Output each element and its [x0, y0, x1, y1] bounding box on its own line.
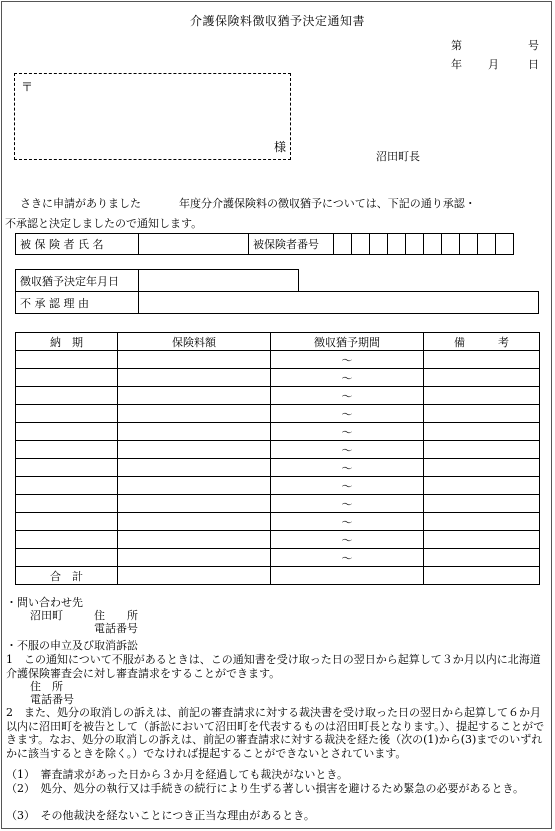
premium-cell [118, 477, 271, 495]
document-title: 介護保険料徴収猶予決定通知書 [189, 14, 365, 28]
payment-row [16, 387, 540, 405]
deferral-period-cell: ～ [271, 369, 424, 387]
intro-text-b: 年度分介護保険料の徴収猶予については、下記の通り承認・ [179, 197, 476, 210]
objection-item1-address: 住 所 [30, 680, 63, 693]
rejection-reason-label: 不 承 認 理 由 [16, 292, 139, 314]
remarks-cell [424, 477, 540, 495]
insured-number-digit [424, 234, 442, 255]
insured-number-digit [460, 234, 478, 255]
payment-row [16, 495, 540, 513]
total-label-cell: 合 計 [16, 567, 118, 585]
issuer-name: 沼田町長 [376, 150, 420, 163]
remarks-cell [424, 423, 540, 441]
premium-cell [118, 459, 271, 477]
insured-name-field [139, 234, 249, 255]
objection-item-1: 1 この通知について不服があるときは、この通知書を受け取った日の翌日から起算して３か月以内に北海道介護保険審査会に対し審査請求をすることができます。 [6, 653, 541, 680]
due-date-cell [16, 459, 118, 477]
payment-row [16, 441, 540, 459]
decision-date-spacer [299, 270, 539, 292]
total-premium-cell [118, 567, 271, 585]
deferral-period-cell: ～ [271, 441, 424, 459]
due-date-cell [16, 369, 118, 387]
payment-row [16, 459, 540, 477]
payment-row [16, 351, 540, 369]
remarks-cell [424, 495, 540, 513]
decision-date-label: 徴収猶予決定年月日 [16, 270, 139, 292]
decision-date-field [139, 270, 299, 292]
postal-mark: 〒 [21, 80, 34, 94]
inquiry-heading: ・問い合わせ先 [6, 596, 83, 609]
premium-cell [118, 531, 271, 549]
date-month-label: 月 [488, 58, 499, 71]
premium-cell [118, 495, 271, 513]
deferral-period-cell: ～ [271, 477, 424, 495]
payment-row [16, 531, 540, 549]
remarks-cell [424, 405, 540, 423]
deferral-period-cell: ～ [271, 351, 424, 369]
due-date-cell [16, 405, 118, 423]
remarks-cell [424, 387, 540, 405]
remarks-cell [424, 441, 540, 459]
deferral-period-cell: ～ [271, 549, 424, 567]
objection-heading: ・不服の申立及び取消訴訟 [6, 639, 138, 652]
due-date-cell [16, 495, 118, 513]
remarks-cell [424, 513, 540, 531]
due-date-cell [16, 441, 118, 459]
insured-number-digit [496, 234, 514, 255]
total-row [16, 567, 540, 585]
remarks-cell [424, 351, 540, 369]
objection-sub-2: （2） 処分、処分の執行又は手続きの続行により生ずる著しい損害を避けるため緊急の必要があるとき。 [6, 782, 525, 795]
recipient-address-box [14, 73, 291, 160]
insured-name-label: 被 保 険 者 氏 名 [16, 234, 139, 255]
deferral-period-cell: ～ [271, 459, 424, 477]
deferral-period-cell: ～ [271, 387, 424, 405]
due-date-cell [16, 387, 118, 405]
number-suffix: 号 [528, 39, 539, 52]
due-date-cell [16, 549, 118, 567]
inquiry-address-label: 住 所 [94, 609, 138, 622]
objection-item-2: 2 また、処分の取消しの訴えは、前記の審査請求に対する裁決書を受け取った日の翌日から起算して６か月以内に沼田町を被告として（訴訟において沼田町を代表するものは沼田町長となります。）、提起することができます。なお、処分の取消しの訴えは、前記の審査請求に対する裁決を経た後（次の(1)から(3)までのいずれかに該当するときを除く。）でなければ提起することができないとされています。 [6, 706, 545, 760]
premium-cell [118, 351, 271, 369]
col-header-premium: 保険料額 [118, 333, 271, 351]
date-day-label: 日 [528, 58, 539, 71]
insured-number-digit [406, 234, 424, 255]
due-date-cell [16, 351, 118, 369]
due-date-cell [16, 423, 118, 441]
insured-number-digit [352, 234, 370, 255]
date-year-label: 年 [451, 58, 462, 71]
intro-text-a: さきに申請がありました [20, 197, 141, 210]
remarks-cell [424, 369, 540, 387]
intro-line-1 [20, 195, 476, 211]
inquiry-phone-label: 電話番号 [94, 622, 138, 635]
payment-table-body [16, 351, 540, 585]
payment-schedule-table [15, 332, 540, 585]
col-header-due-date: 納 期 [16, 333, 118, 351]
insured-number-digit [442, 234, 460, 255]
due-date-cell [16, 477, 118, 495]
deferral-period-cell: ～ [271, 423, 424, 441]
inquiry-town: 沼田町 [30, 609, 63, 622]
insured-person-table [15, 233, 514, 255]
intro-line-2: 不承認と決定しましたので通知します。 [5, 217, 203, 230]
remarks-cell [424, 549, 540, 567]
deferral-period-cell: ～ [271, 495, 424, 513]
insured-number-label: 被保険者番号 [249, 234, 334, 255]
remarks-cell [424, 459, 540, 477]
premium-cell [118, 441, 271, 459]
premium-cell [118, 369, 271, 387]
premium-cell [118, 387, 271, 405]
insured-number-digit [370, 234, 388, 255]
payment-row [16, 549, 540, 567]
insured-number-digit [334, 234, 352, 255]
premium-cell [118, 549, 271, 567]
deferral-period-cell: ～ [271, 513, 424, 531]
total-period-cell [271, 567, 424, 585]
honorific: 様 [274, 140, 287, 154]
objection-item1-phone: 電話番号 [30, 693, 74, 706]
rejection-reason-field [139, 292, 539, 314]
decision-table [15, 269, 539, 314]
deferral-period-cell: ～ [271, 531, 424, 549]
total-remarks-cell [424, 567, 540, 585]
due-date-cell [16, 513, 118, 531]
insured-number-digit [478, 234, 496, 255]
objection-sub-1: （1） 審査請求があった日から３か月を経過しても裁決がないとき。 [6, 768, 348, 781]
payment-row [16, 369, 540, 387]
col-header-deferral-period: 徴収猶予期間 [271, 333, 424, 351]
remarks-cell [424, 531, 540, 549]
insured-number-digit [388, 234, 406, 255]
premium-cell [118, 423, 271, 441]
payment-row [16, 405, 540, 423]
objection-sub-3: （3） その他裁決を経ないことにつき正当な理由があるとき。 [6, 809, 315, 822]
payment-row [16, 423, 540, 441]
deferral-period-cell: ～ [271, 405, 424, 423]
col-header-remarks: 備 考 [424, 333, 540, 351]
premium-cell [118, 405, 271, 423]
payment-row [16, 477, 540, 495]
premium-cell [118, 513, 271, 531]
number-label: 第 [451, 39, 462, 52]
payment-row [16, 513, 540, 531]
due-date-cell [16, 531, 118, 549]
